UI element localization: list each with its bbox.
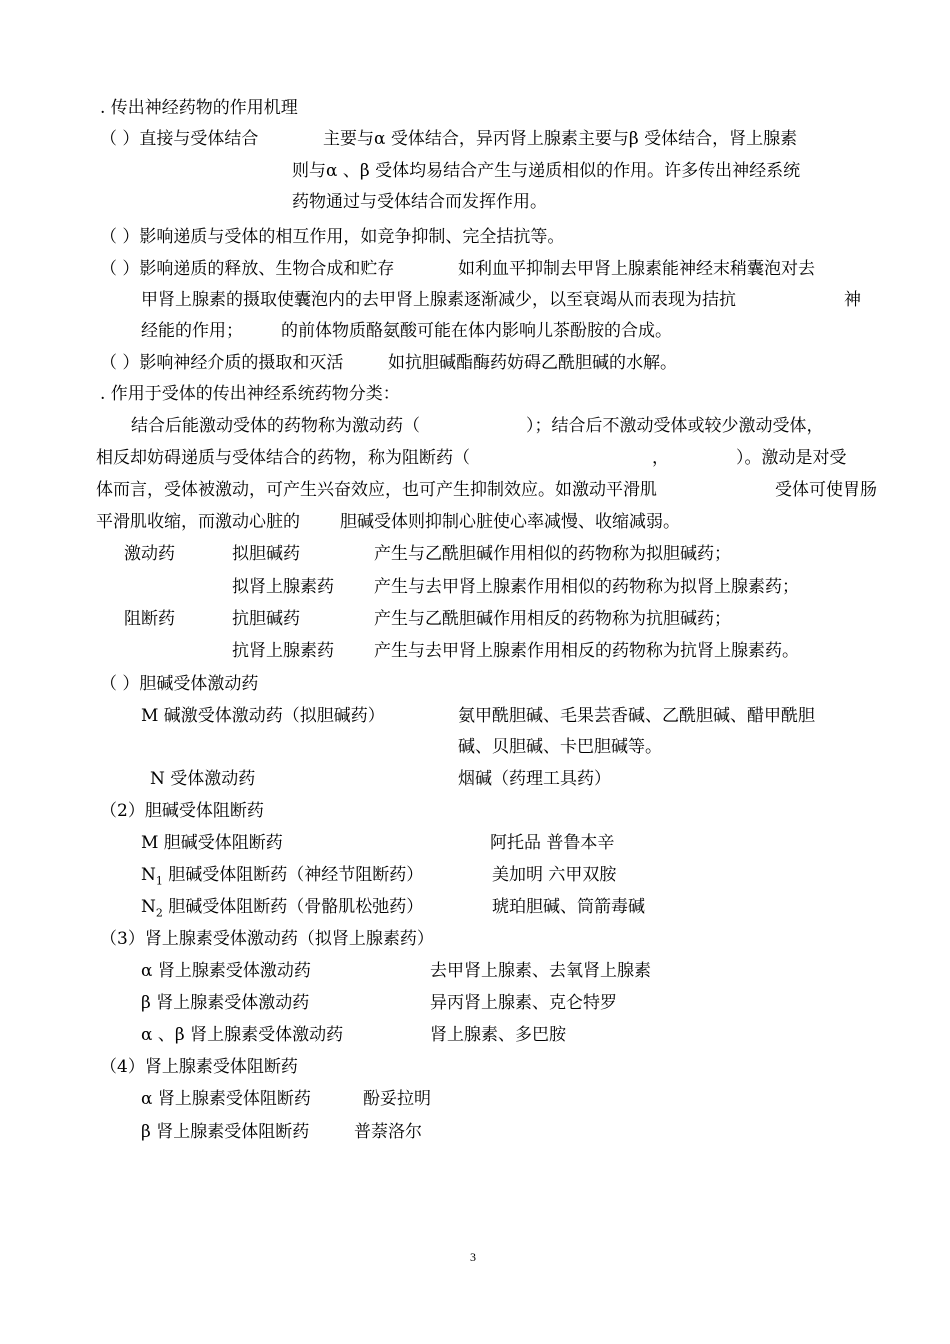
item-direct-binding: （ ）直接与受体结合 (100, 129, 259, 149)
s1-m-label: M 碱激受体激动药（拟胆碱药） (141, 706, 385, 726)
s2-n2-text: 胆碱受体阻断药（骨骼肌松弛药） (162, 897, 424, 917)
s1-m-drugs-2: 碱、贝胆碱、卡巴胆碱等。 (458, 737, 662, 757)
s4-b-drugs: 普萘洛尔 (354, 1122, 422, 1142)
s2-n1-sub: 1 (155, 874, 163, 888)
s1-n-label: N 受体激动药 (150, 769, 256, 789)
class-desc: 产生与乙酰胆碱作用相似的药物称为拟胆碱药； (374, 544, 731, 564)
s1-m-drugs: 氨甲酰胆碱、毛果芸香碱、乙酰胆碱、醋甲酰胆 (458, 706, 815, 726)
para-line-2c: ）。激动是对受 (736, 448, 847, 468)
item-direct-binding-text-3: 药物通过与受体结合而发挥作用。 (292, 192, 547, 212)
para-line-1a: 结合后能激动受体的药物称为激动药（ (131, 416, 420, 436)
s3-ab-label: α 、β 肾上腺素受体激动药 (141, 1025, 344, 1045)
s2-n2-label (141, 896, 423, 918)
item-release-text-2b: 神 (844, 290, 861, 310)
s3-a-label: α 肾上腺素受体激动药 (141, 961, 311, 981)
class-group-antagonist: 阻断药 (124, 609, 175, 629)
para-line-4b: 胆碱受体则抑制心脏使心率减慢、收缩减弱。 (340, 512, 680, 532)
s3-heading: （3）肾上腺素受体激动药（拟肾上腺素药） (100, 929, 434, 949)
s2-n1-prefix: N (141, 865, 156, 885)
class-name: 抗肾上腺素药 (232, 641, 334, 661)
page-number: 3 (470, 1250, 476, 1264)
item-release-text-2: 甲肾上腺素的摄取使囊泡内的去甲肾上腺素逐渐减少，以至衰竭从而表现为拮抗 (141, 290, 736, 310)
s1-n-drugs: 烟碱（药理工具药） (458, 769, 611, 789)
s2-m-drugs: 阿托品 普鲁本辛 (490, 833, 615, 853)
s2-heading: （2）胆碱受体阻断药 (100, 801, 264, 821)
class-name: 抗胆碱药 (232, 609, 300, 629)
s3-ab-drugs: 肾上腺素、多巴胺 (430, 1025, 566, 1045)
s3-b-label: β 肾上腺素受体激动药 (141, 993, 310, 1013)
heading-mechanism: . 传出神经药物的作用机理 (100, 98, 298, 118)
para-line-2b: ， (652, 448, 669, 468)
s3-b-drugs: 异丙肾上腺素、克仑特罗 (430, 993, 617, 1013)
para-line-3b: 受体可使胃肠 (775, 480, 877, 500)
class-name: 拟胆碱药 (232, 544, 300, 564)
item-uptake-text: 如抗胆碱酯酶药妨碍乙酰胆碱的水解。 (388, 353, 677, 373)
item-release: （ ）影响递质的释放、生物合成和贮存 (100, 259, 395, 279)
item-uptake: （ ）影响神经介质的摄取和灭活 (100, 353, 344, 373)
item-interaction: （ ）影响递质与受体的相互作用，如竞争抑制、完全拮抗等。 (100, 227, 565, 247)
s2-n2-drugs: 琥珀胆碱、筒箭毒碱 (492, 897, 645, 917)
para-line-1b: ）；结合后不激动受体或较少激动受体， (526, 416, 824, 436)
class-desc: 产生与去甲肾上腺素作用相似的药物称为拟肾上腺素药； (374, 577, 799, 597)
s2-n2-prefix: N (141, 897, 156, 917)
s4-b-label: β 肾上腺素受体阻断药 (141, 1122, 310, 1142)
s4-a-label: α 肾上腺素受体阻断药 (141, 1089, 311, 1109)
s3-a-drugs: 去甲肾上腺素、去氧肾上腺素 (430, 961, 651, 981)
s4-heading: （4）肾上腺素受体阻断药 (100, 1057, 298, 1077)
s4-a-drugs: 酚妥拉明 (363, 1089, 431, 1109)
item-direct-binding-text-2: 则与α 、β 受体均易结合产生与递质相似的作用。许多传出神经系统 (292, 161, 801, 181)
class-desc: 产生与乙酰胆碱作用相反的药物称为抗胆碱药； (374, 609, 731, 629)
s2-n1-label (141, 864, 423, 886)
item-release-text-3b: 的前体物质酪氨酸可能在体内影响儿茶酚胺的合成。 (281, 321, 672, 341)
class-name: 拟肾上腺素药 (232, 577, 334, 597)
s2-n1-text: 胆碱受体阻断药（神经节阻断药） (162, 865, 424, 885)
s1-heading: （ ）胆碱受体激动药 (100, 674, 259, 694)
s2-m-label: M 胆碱受体阻断药 (141, 833, 283, 853)
para-line-4a: 平滑肌收缩，而激动心脏的 (96, 512, 300, 532)
item-direct-binding-text: 主要与α 受体结合，异丙肾上腺素主要与β 受体结合，肾上腺素 (323, 129, 798, 149)
item-release-text-3a: 经能的作用； (141, 321, 243, 341)
heading-classification: . 作用于受体的传出神经系统药物分类： (100, 384, 400, 404)
class-group-agonist: 激动药 (124, 544, 175, 564)
s2-n2-sub: 2 (155, 906, 163, 920)
item-release-text: 如利血平抑制去甲肾上腺素能神经末稍囊泡对去 (458, 259, 815, 279)
para-line-2a: 相反却妨碍递质与受体结合的药物，称为阻断药（ (96, 448, 470, 468)
s2-n1-drugs: 美加明 六甲双胺 (492, 865, 617, 885)
para-line-3a: 体而言，受体被激动，可产生兴奋效应，也可产生抑制效应。如激动平滑肌 (96, 480, 657, 500)
class-desc: 产生与去甲肾上腺素作用相反的药物称为抗肾上腺素药。 (374, 641, 799, 661)
